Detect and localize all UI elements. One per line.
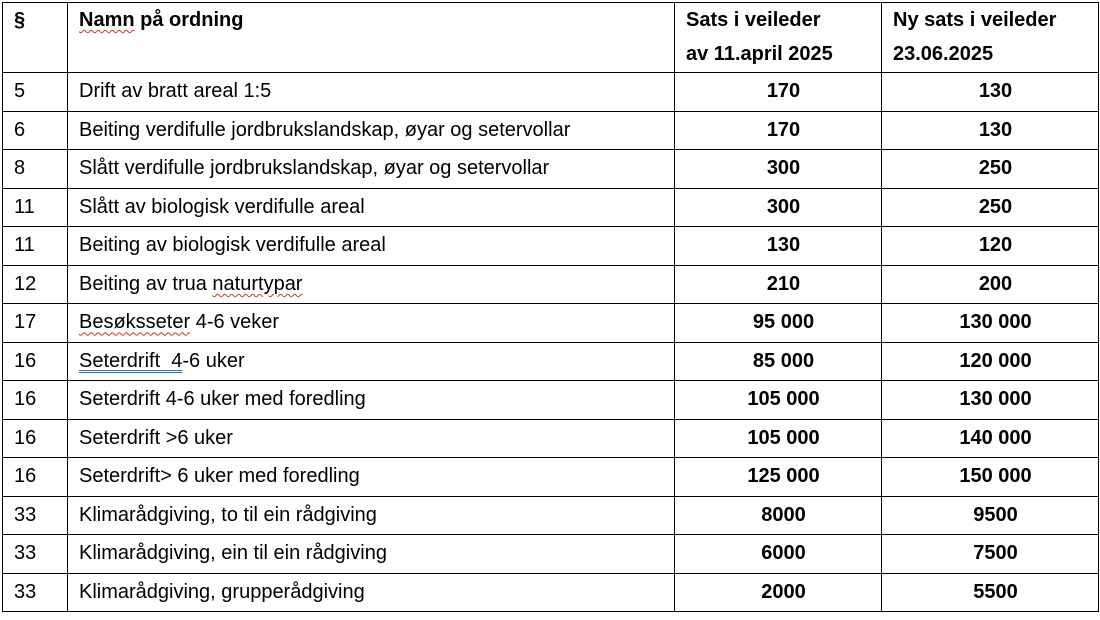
table-row (3, 573, 1099, 612)
table-row (3, 265, 1099, 304)
scheme-name: Klimarådgiving, grupperådgiving (79, 580, 365, 603)
scheme-name: Klimarådgiving, ein til ein rådgiving (79, 542, 387, 565)
cell-rate-old: 210 (675, 265, 882, 304)
cell-rate-old: 300 (675, 150, 882, 189)
table-row (3, 150, 1099, 189)
scheme-name: Seterdrift >6 uker (79, 426, 233, 449)
cell-paragraph: 33 (3, 535, 68, 574)
header-rate-old-line1: Sats i veileder (686, 9, 821, 31)
cell-scheme-name (68, 458, 675, 497)
scheme-name-marked: Seterdrift 4 (79, 349, 183, 372)
scheme-name: 4-6 veker (190, 311, 280, 334)
cell-rate-old: 2000 (675, 573, 882, 612)
header-rate-new-line2: 23.06.2025 (893, 43, 994, 65)
cell-rate-old: 105 000 (675, 381, 882, 420)
cell-scheme-name (68, 304, 675, 343)
cell-scheme-name (68, 73, 675, 112)
cell-paragraph: 8 (3, 150, 68, 189)
header-rate-new (882, 3, 1099, 73)
cell-scheme-name (68, 188, 675, 227)
table-row (3, 419, 1099, 458)
cell-rate-new: 140 000 (882, 419, 1099, 458)
cell-scheme-name (68, 381, 675, 420)
cell-rate-new: 130 000 (882, 381, 1099, 420)
cell-scheme-name (68, 111, 675, 150)
cell-rate-old: 170 (675, 111, 882, 150)
cell-scheme-name (68, 573, 675, 612)
cell-paragraph: 11 (3, 188, 68, 227)
cell-rate-new: 5500 (882, 573, 1099, 612)
cell-rate-old: 125 000 (675, 458, 882, 497)
scheme-name-marked: Besøksseter (79, 311, 191, 334)
scheme-name: Drift av bratt areal 1:5 (79, 80, 272, 103)
scheme-name: Seterdrift 4-6 uker med foredling (79, 388, 366, 411)
cell-paragraph: 16 (3, 419, 68, 458)
rates-table (2, 2, 1099, 612)
cell-scheme-name (68, 419, 675, 458)
cell-rate-old: 95 000 (675, 304, 882, 343)
table-row (3, 381, 1099, 420)
cell-scheme-name (68, 535, 675, 574)
table-row (3, 73, 1099, 112)
cell-rate-new: 150 000 (882, 458, 1099, 497)
cell-paragraph: 16 (3, 342, 68, 381)
cell-rate-new: 120 (882, 227, 1099, 266)
table-row (3, 496, 1099, 535)
cell-rate-new: 120 000 (882, 342, 1099, 381)
scheme-name: Beiting av biologisk verdifulle areal (79, 234, 386, 257)
cell-paragraph: 16 (3, 381, 68, 420)
scheme-name: Slått av biologisk verdifulle areal (79, 195, 365, 218)
cell-rate-old: 105 000 (675, 419, 882, 458)
table-row (3, 342, 1099, 381)
cell-rate-old: 6000 (675, 535, 882, 574)
scheme-name: Seterdrift> 6 uker med foredling (79, 465, 360, 488)
cell-scheme-name (68, 227, 675, 266)
cell-rate-old: 130 (675, 227, 882, 266)
cell-scheme-name (68, 342, 675, 381)
table-row (3, 304, 1099, 343)
cell-rate-new: 9500 (882, 496, 1099, 535)
cell-paragraph: 12 (3, 265, 68, 304)
scheme-name-marked: naturtypar (212, 272, 303, 295)
cell-paragraph: 11 (3, 227, 68, 266)
cell-rate-new: 7500 (882, 535, 1099, 574)
cell-paragraph: 33 (3, 496, 68, 535)
scheme-name: Slått verdifulle jordbrukslandskap, øyar og setervollar (79, 157, 550, 180)
table-row (3, 188, 1099, 227)
cell-paragraph: 5 (3, 73, 68, 112)
header-name-rest: på ordning (134, 9, 244, 31)
cell-paragraph: 17 (3, 304, 68, 343)
header-rate-old-line2: av 11.april 2025 (686, 43, 833, 65)
header-rate-old (675, 3, 882, 73)
scheme-name: Klimarådgiving, to til ein rådgiving (79, 503, 377, 526)
table-header-row (3, 3, 1099, 73)
cell-rate-new: 200 (882, 265, 1099, 304)
cell-rate-new: 130 000 (882, 304, 1099, 343)
header-paragraph: § (3, 3, 68, 73)
header-rate-new-line1: Ny sats i veileder (893, 9, 1057, 31)
scheme-name-prefix: Beiting av trua (79, 272, 213, 295)
header-name-marked: Namn (79, 9, 135, 31)
cell-scheme-name (68, 150, 675, 189)
table-row (3, 227, 1099, 266)
cell-rate-old: 8000 (675, 496, 882, 535)
cell-rate-old: 85 000 (675, 342, 882, 381)
scheme-name: Beiting verdifulle jordbrukslandskap, øyar og setervollar (79, 118, 571, 141)
cell-paragraph: 33 (3, 573, 68, 612)
cell-scheme-name (68, 265, 675, 304)
cell-scheme-name (68, 496, 675, 535)
scheme-name: -6 uker (182, 349, 245, 372)
cell-rate-new: 250 (882, 188, 1099, 227)
table-row (3, 535, 1099, 574)
table-row (3, 111, 1099, 150)
cell-rate-new: 250 (882, 150, 1099, 189)
cell-paragraph: 16 (3, 458, 68, 497)
cell-rate-old: 170 (675, 73, 882, 112)
cell-rate-new: 130 (882, 73, 1099, 112)
table-row (3, 458, 1099, 497)
cell-rate-old: 300 (675, 188, 882, 227)
header-scheme-name (68, 3, 675, 73)
cell-paragraph: 6 (3, 111, 68, 150)
cell-rate-new: 130 (882, 111, 1099, 150)
